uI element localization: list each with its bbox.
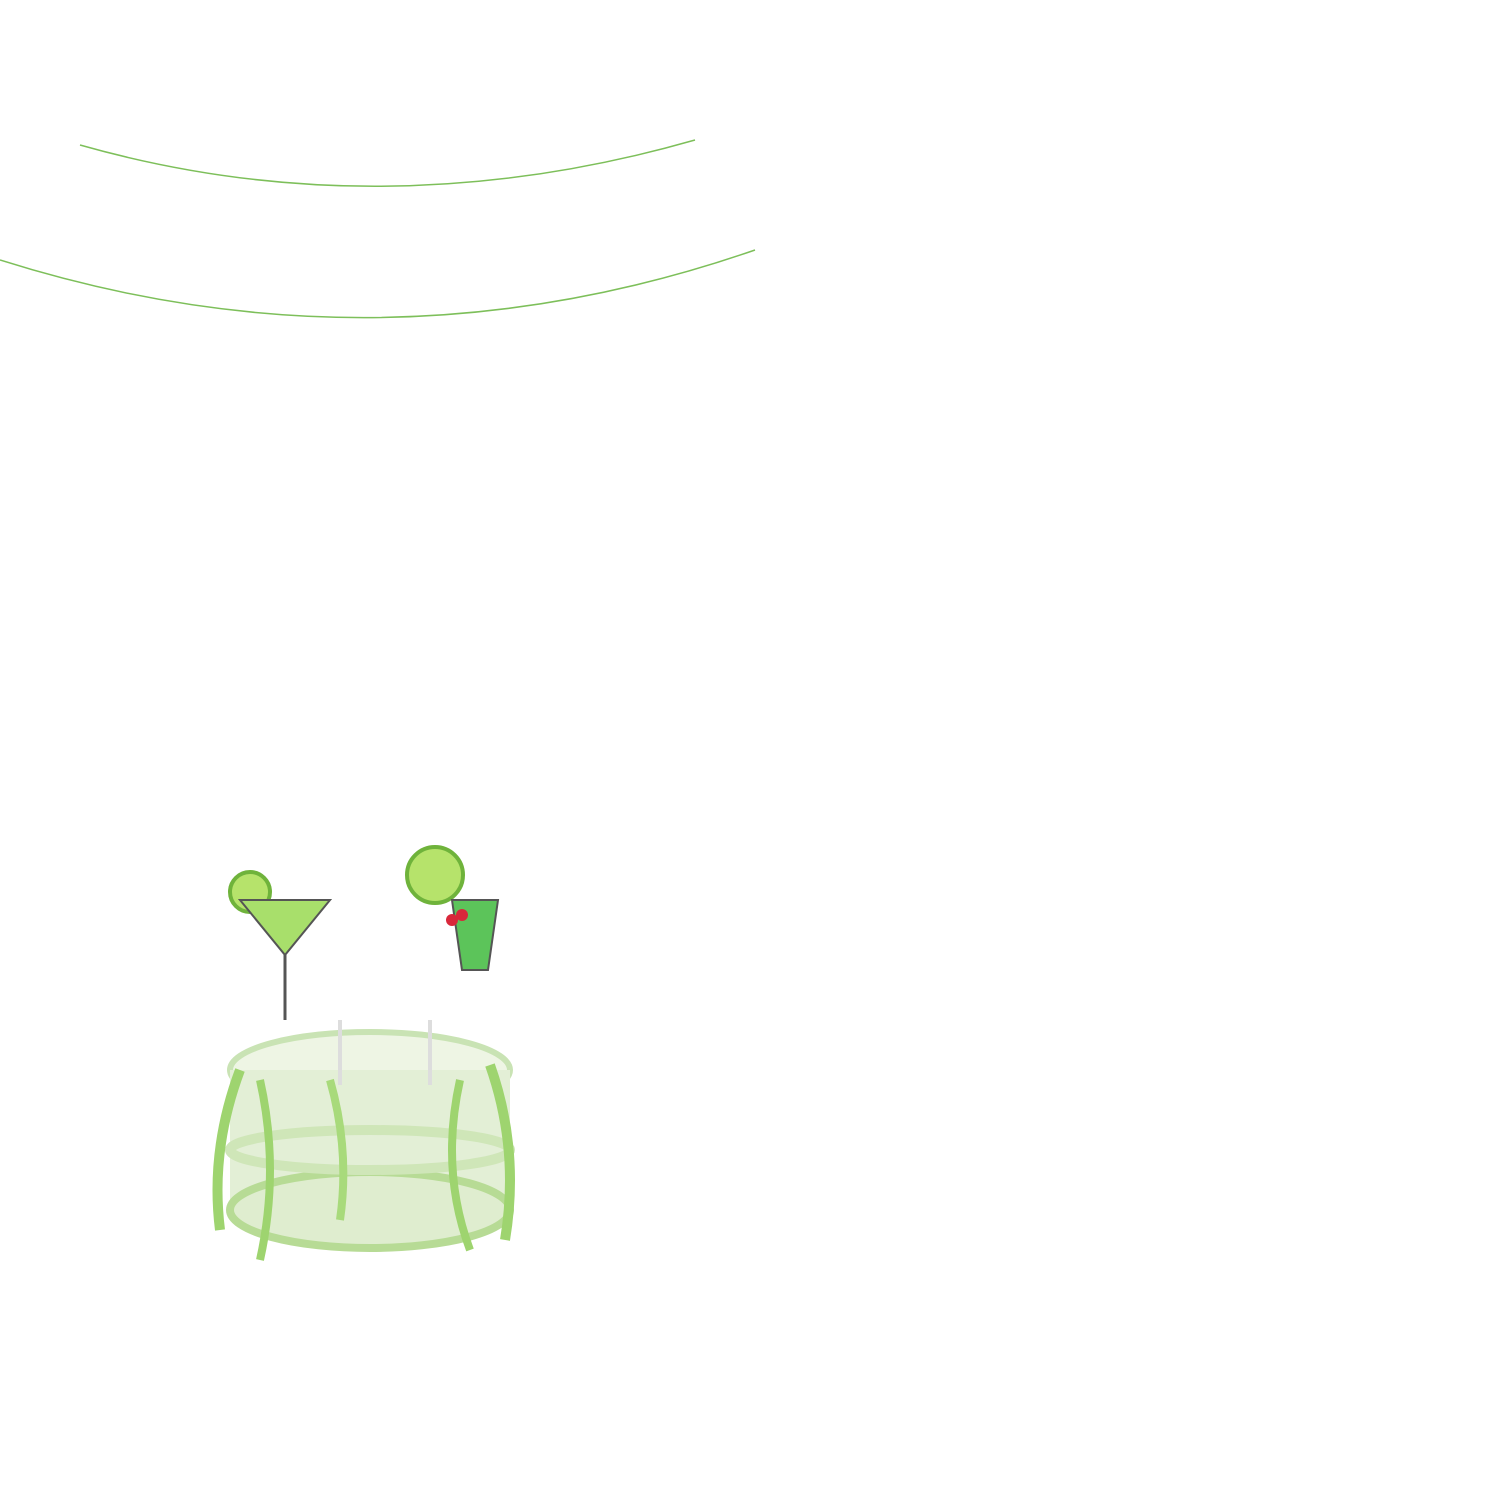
cupcake-toppers-image <box>890 750 1310 1300</box>
hanging-spin-image <box>760 75 1500 535</box>
cake-topper-image <box>190 820 550 1290</box>
martini-party-banner-image <box>0 120 760 400</box>
